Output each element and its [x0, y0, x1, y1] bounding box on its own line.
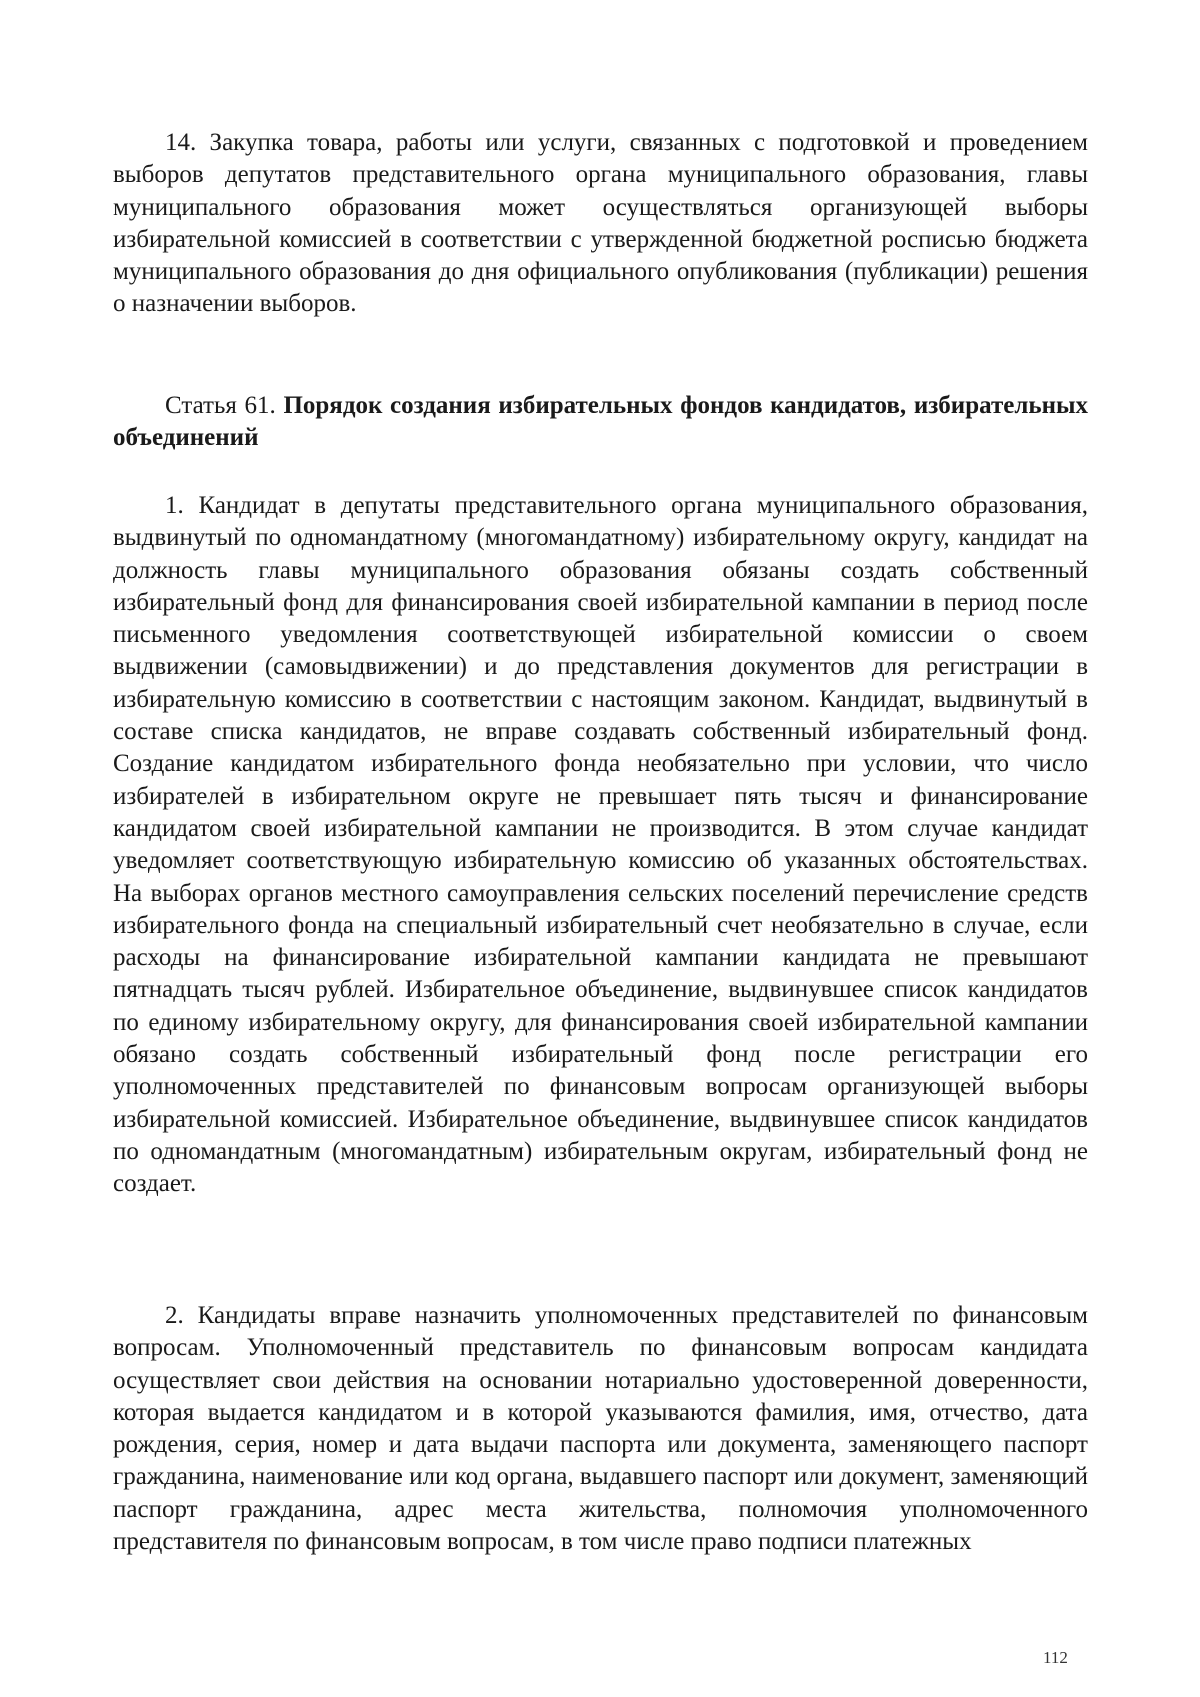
paragraph-2 [113, 1300, 1088, 1558]
paragraph-1-text: 1. Кандидат в депутаты представительного органа муниципального образования, выдвинутый по одномандатному (многомандатному) избирательному округу, кандидат на должность главы муниципального образования обязаны создать собственный избирательный фонд для финансирования своей избирательной кампании в период после письменного уведомления соответствующей избирательной комиссии о своем выдвижении (самовыдвижении) и до представления документов для регистрации в избирательную комиссию в соответствии с настоящим законом. Кандидат, выдвинутый в составе списка кандидатов, не вправе создавать собственный избирательный фонд. Создание кандидатом избирательного фонда необязательно при условии, что число избирателей в избирательном округе не превышает пять тысяч и финансирование кандидатом своей избирательной кампании не производится. В этом случае кандидат уведомляет соответствующую избирательную комиссию об указанных обстоятельствах. На выборах органов местного самоуправления сельских поселений перечисление средств избирательного фонда на специальный избирательный счет необязательно в случае, если расходы на финансирование избирательной кампании кандидата не превышают пятнадцать тысяч рублей. Избирательное объединение, выдвинувшее список кандидатов по единому избирательному округу, для финансирования своей избирательной кампании обязано создать собственный избирательный фонд после регистрации его уполномоченных представителей по финансовым вопросам организующей выборы избирательной комиссией. Избирательное объединение, выдвинувшее список кандидатов по одномандатным (многомандатным) избирательным округам, избирательный фонд не создает. [113, 492, 1088, 1198]
paragraph-item-14 [113, 127, 1088, 321]
article-heading [113, 390, 1088, 455]
paragraph-1 [113, 490, 1088, 1201]
page-number: 112 [1043, 1648, 1068, 1667]
paragraph-item-14-text: 14. Закупка товара, работы или услуги, связанных с подготовкой и проведением выборов депутатов представительного органа муниципального образования, главы муниципального образования может осуществляться организующей выборы избирательной комиссией в соответствии с утвержденной бюджетной росписью бюджета муниципального образования до дня официального опубликования (публикации) решения о назначении выборов. [113, 129, 1088, 318]
article-number: Статья 61. [165, 392, 276, 419]
article-title: Порядок создания избирательных фондов кандидатов, избирательных объединений [113, 392, 1089, 452]
article-heading-text [113, 390, 1088, 455]
paragraph-2-text: 2. Кандидаты вправе назначить уполномоченных представителей по финансовым вопросам. Уполномоченный представитель по финансовым вопросам кандидата осуществляет свои действия на основании нотариально удостоверенной доверенности, которая выдается кандидатом и в которой указываются фамилия, имя, отчество, дата рождения, серия, номер и дата выдачи паспорта или документа, заменяющего паспорт гражданина, наименование или код органа, выдавшего паспорт или документ, заменяющий паспорт гражданина, адрес места жительства, полномочия уполномоченного представителя по финансовым вопросам, в том числе право подписи платежных [113, 1302, 1088, 1556]
